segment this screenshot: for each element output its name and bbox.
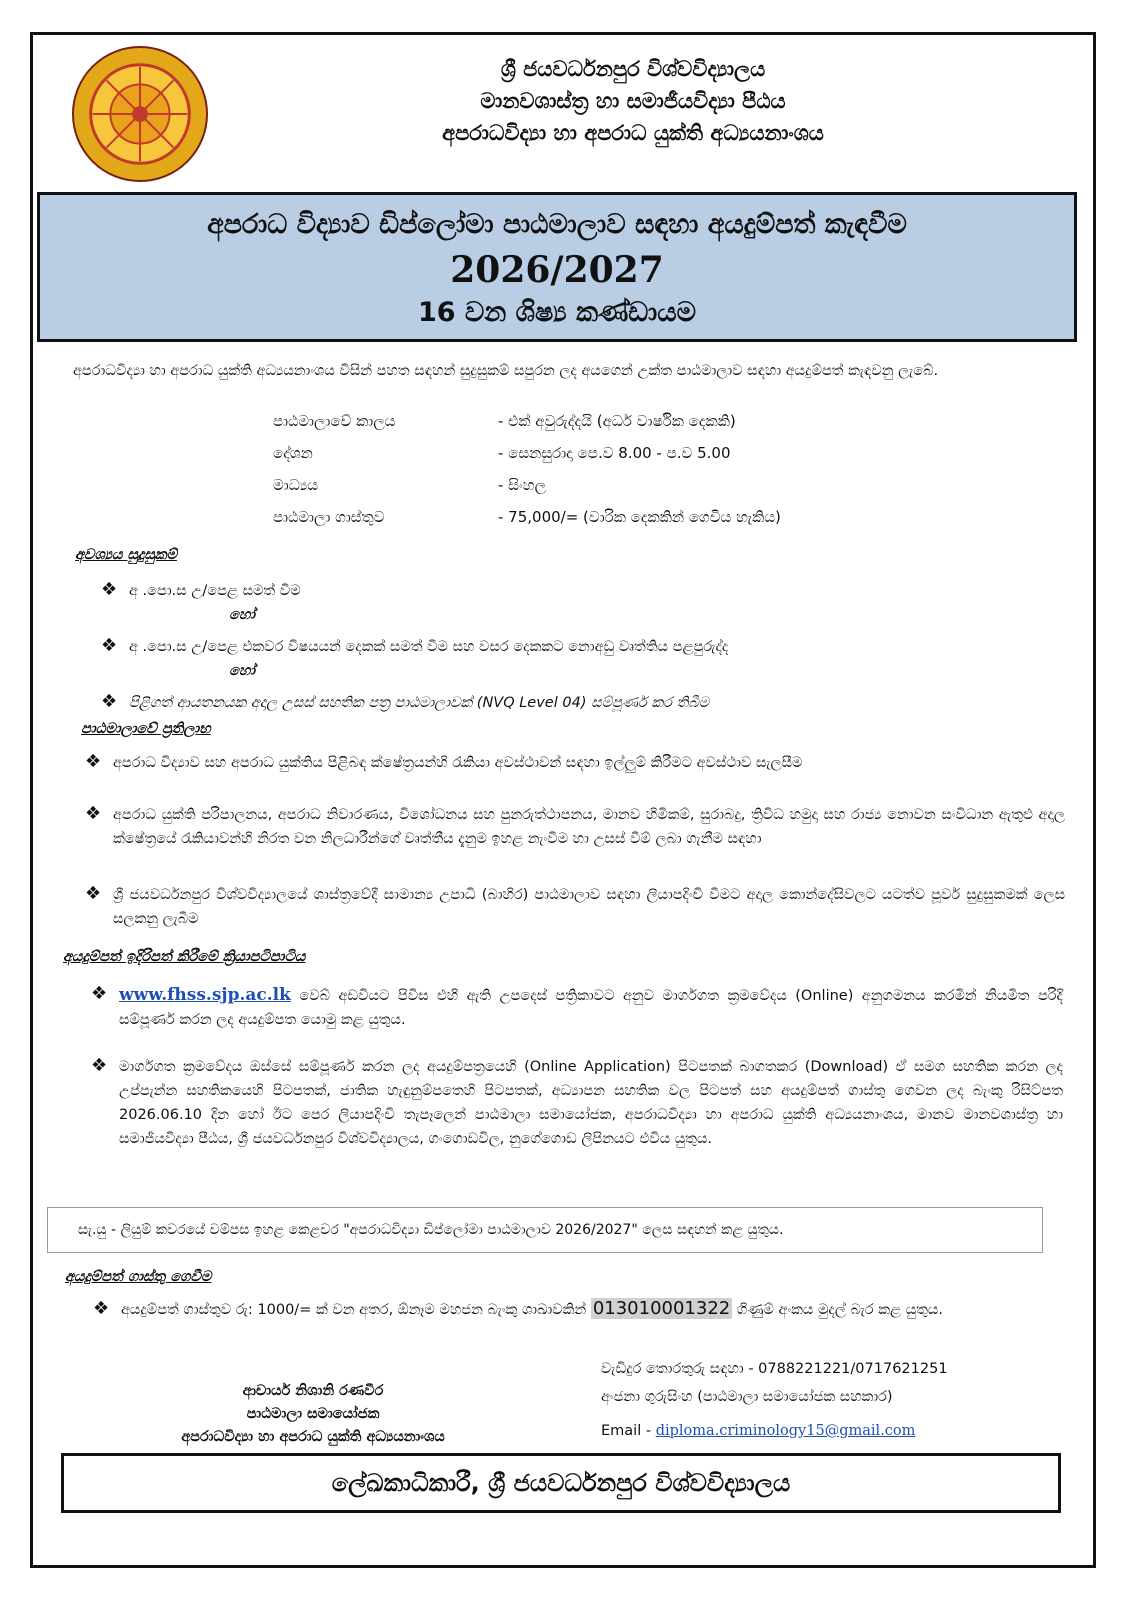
contact-phone: වැඩිදුර තොරතුරු සඳහා - 0788221221/0717621251 [601,1361,948,1377]
procedure-item: ❖ www.fhss.sjp.ac.lk වෙබ් අඩවියට පිවිස එහි ඇති උපදෙස් පත්‍රිකාවට අනුව මාර්ගගත ක්‍රමවේදය (Online) අනුගමනය කරමින් නියමිත පරිදි සම්පූර්ණ කරන ලද අයදුම්පත යොමු කළ යුතුය. [91,983,1063,1028]
benefit-item: ❖ ශ්‍රී ජයවර්ධනපුර විශ්වවිද්‍යාලයේ ශාස්ත්‍රවේදී සාමාන්‍ය උපාධි (බාහිර) පාඨමාලාව සඳහා ලියාපදිංචි වීමට අදාල කොන්දේසිවලට යටත්ව පූර්ව සුදුසුකමක් ලෙස සලකනු ලැබීම [85,883,1065,927]
detail-row [273,441,1033,465]
title-main: අපරාධ විද්‍යාව ඩිප්ලෝමා පාඨමාලාව සඳහා අයදුම්පත් කැඳවීම [207,209,907,240]
requirement-item: ❖ අ .පො.ස උ/පෙළ සමත් වීම [101,579,301,600]
department-name: අපරාධවිද්‍යා හා අපරාධ යුක්ති අධ්‍යයනාංශය [442,121,824,145]
university-logo-icon [71,45,209,183]
detail-label: පාඨමාලාවේ කාලය [273,412,396,430]
diamond-bullet-icon: ❖ [101,691,118,712]
requirement-item: ❖ අ .පො.ස උ/පෙළ එකවර විෂයයන් දෙකක් සමත් වීම සහ වසර දෙකකට නොඅඩු වෘත්තිය පළපුරුද්ද [101,635,729,656]
fee-heading: අයදුම්පත් ගාස්තු ගෙවීම [65,1269,212,1285]
detail-label: දේශන [273,444,313,462]
benefit-item: ❖ අපරාධ යුක්ති පරිපාලනය, අපරාධ නිවාරණය, විශෝධනය සහ පුනරුත්ථාපනය, මානව හිමිකම්, සුරාබදු, ත්‍රිවිධ හමුදා සහ රාජ්‍ය නොවන සංවිධාන ඇතුළු අදාල ක්ෂේත්‍රයේ රැකියාවන්හි නිරත වන නිලධාරීන්ගේ වෘත්තීය දැනුම ඉහළ නැංවීම හා උසස් වීම් ලබා ගැනීම සඳහා [85,803,1065,847]
diamond-bullet-icon: ❖ [85,883,102,904]
diamond-bullet-icon: ❖ [85,803,102,824]
diamond-bullet-icon: ❖ [101,579,118,600]
procedure-heading: අයදුම්පත් ඉදිරිපත් කිරීමේ ක්‍රියාපටිපාටිය [63,949,306,965]
diamond-bullet-icon: ❖ [93,1298,110,1319]
notice-frame [30,32,1096,1568]
fee-item: ❖ අයදුම්පත් ගාස්තුව රු: 1000/= ක් වන අතර, ඕනෑම මහජන බැංකු ශාඛාවකින් 013010001322 ගිණුම් අංකය මුදල් බැර කළ යුතුය. [93,1297,1073,1322]
email-label: Email - [601,1423,656,1439]
header [33,35,1093,193]
requirements-heading: අවශ්‍යය සුදුසුකම් [75,547,177,563]
signature-block [103,1380,523,1449]
detail-label: මාධ්‍යය [273,476,319,494]
detail-value: - 75,000/= (වාරික දෙකකින් ගෙවිය හැකිය) [498,508,781,526]
diamond-bullet-icon: ❖ [91,1055,108,1076]
diamond-bullet-icon: ❖ [91,983,108,1004]
detail-value: - සෙනසුරාදා පෙ.ව 8.00 - ප.ව 5.00 [498,444,731,462]
procedure-item: ❖ මාර්ගගත ක්‍රමවේදය ඔස්සේ සම්පූර්ණ කරන ලද අයදුම්පත්‍රයෙහි (Online Application) පිටපතක් බාගතකර (Download) ඒ සමග සහතික කරන ලද උප්පැන්න සහතිකයෙහි පිටපතක්, ජාතික හැඳුනුම්පතෙහි පිටපතක්, අධ්‍යාපන සහතික වල පිටපත් සහ අයදුම්පත් ගාස්තු ගෙවන ලද බැංකු රිසිට්පත 2026.06.10 දින හෝ ඊට පෙර ලියාපදිංචි තැපෑලෙන් පාඨමාලා සමායෝජක, අපරාධවිද්‍යා හා අපරාධ යුක්ති අධ්‍යයනාංශය, මානව මානවශාස්ත්‍ර හා සමාජීයවිද්‍යා පීඨය, ශ්‍රී ජයවර්ධනපුර විශ්වවිද්‍යාලය, ගංගොඩවිල, නුගේගොඩ ලිපිනයට එවිය යුතුය. [91,1055,1063,1147]
detail-row [273,473,1033,497]
detail-row [273,505,1033,529]
title-box [37,192,1077,342]
or-label: හෝ [229,663,256,679]
detail-value: - එක් අවුරුද්දයි (අර්ධ වාර්ෂික දෙකකි) [498,412,736,430]
diamond-bullet-icon: ❖ [101,635,118,656]
contact-assistant: අංජනා ගුරුසිංහ (පාඨමාලා සමායෝජක සහකාර) [601,1389,893,1405]
benefits-heading: පාඨමාලාවේ ප්‍රතිලාභ [81,721,211,737]
contact-block [601,1355,1071,1445]
signatory-role: පාඨමාලා සමායෝජක [246,1406,380,1422]
title-batch: 16 වන ශිෂ්‍ය කණ්ඩායම [417,297,697,328]
diamond-bullet-icon: ❖ [85,751,102,772]
faculty-name: මානවශාස්ත්‍ර හා සමාජීයවිද්‍යා පීඨය [480,89,786,113]
benefit-item: ❖ අපරාධ විද්‍යාව සහ අපරාධ යුක්තිය පිළිබඳ ක්ෂේත්‍රයන්හි රැකියා අවස්ථාවන් සඳහා ඉල්ලුම් කිරීමට අවස්ථාව සැලසීම [85,751,803,772]
footer-registrar: ලේඛකාධිකාරී, ශ්‍රී ජයවර්ධනපුර විශ්වවිද්‍යාලය [61,1453,1061,1513]
signatory-department: අපරාධවිද්‍යා හා අපරාධ යුක්ති අධ්‍යයනාංශය [181,1429,445,1445]
intro-paragraph: අපරාධවිද්‍යා හා අපරාධ යුක්ති අධ්‍යයනාංශය විසින් පහත සඳහන් සුදුසුකම් සපුරන ලද අයගෙන් උක්ත පාඨමාලාව සඳහා අයදුම්පත් කැඳවනු ලැබේ. [73,363,939,379]
detail-row [273,409,1033,433]
detail-label: පාඨමාලා ගාස්තුව [273,508,385,526]
envelope-note: සැ.යු - ලියුම් කවරයේ වම්පස ඉහළ කෙළවර "අපරාධවිද්‍යා ඩිප්ලෝමා පාඨමාලාව 2026/2027" ලෙස සඳහන් කළ යුතුය. [47,1207,1043,1253]
or-label: හෝ [229,607,256,623]
title-year: 2026/2027 [450,249,664,291]
website-link[interactable]: www.fhss.sjp.ac.lk [119,985,291,1005]
email-link[interactable]: diploma.criminology15@gmail.com [655,1423,916,1439]
detail-value: - සිංහල [498,476,547,494]
signatory-name: ආචාර්ය නිශානි රණවීර [242,1383,384,1399]
account-number: 013010001322 [592,1298,731,1319]
university-name: ශ්‍රී ජයවර්ධනපුර විශ්වවිද්‍යාලය [500,57,766,81]
requirement-item: ❖ පිළිගත් ආයතනයක අදාල උසස් සහතික පත්‍ර පාඨමාලාවක් (NVQ Level 04) සම්පූර්ණ කර තිබීම [101,691,710,712]
